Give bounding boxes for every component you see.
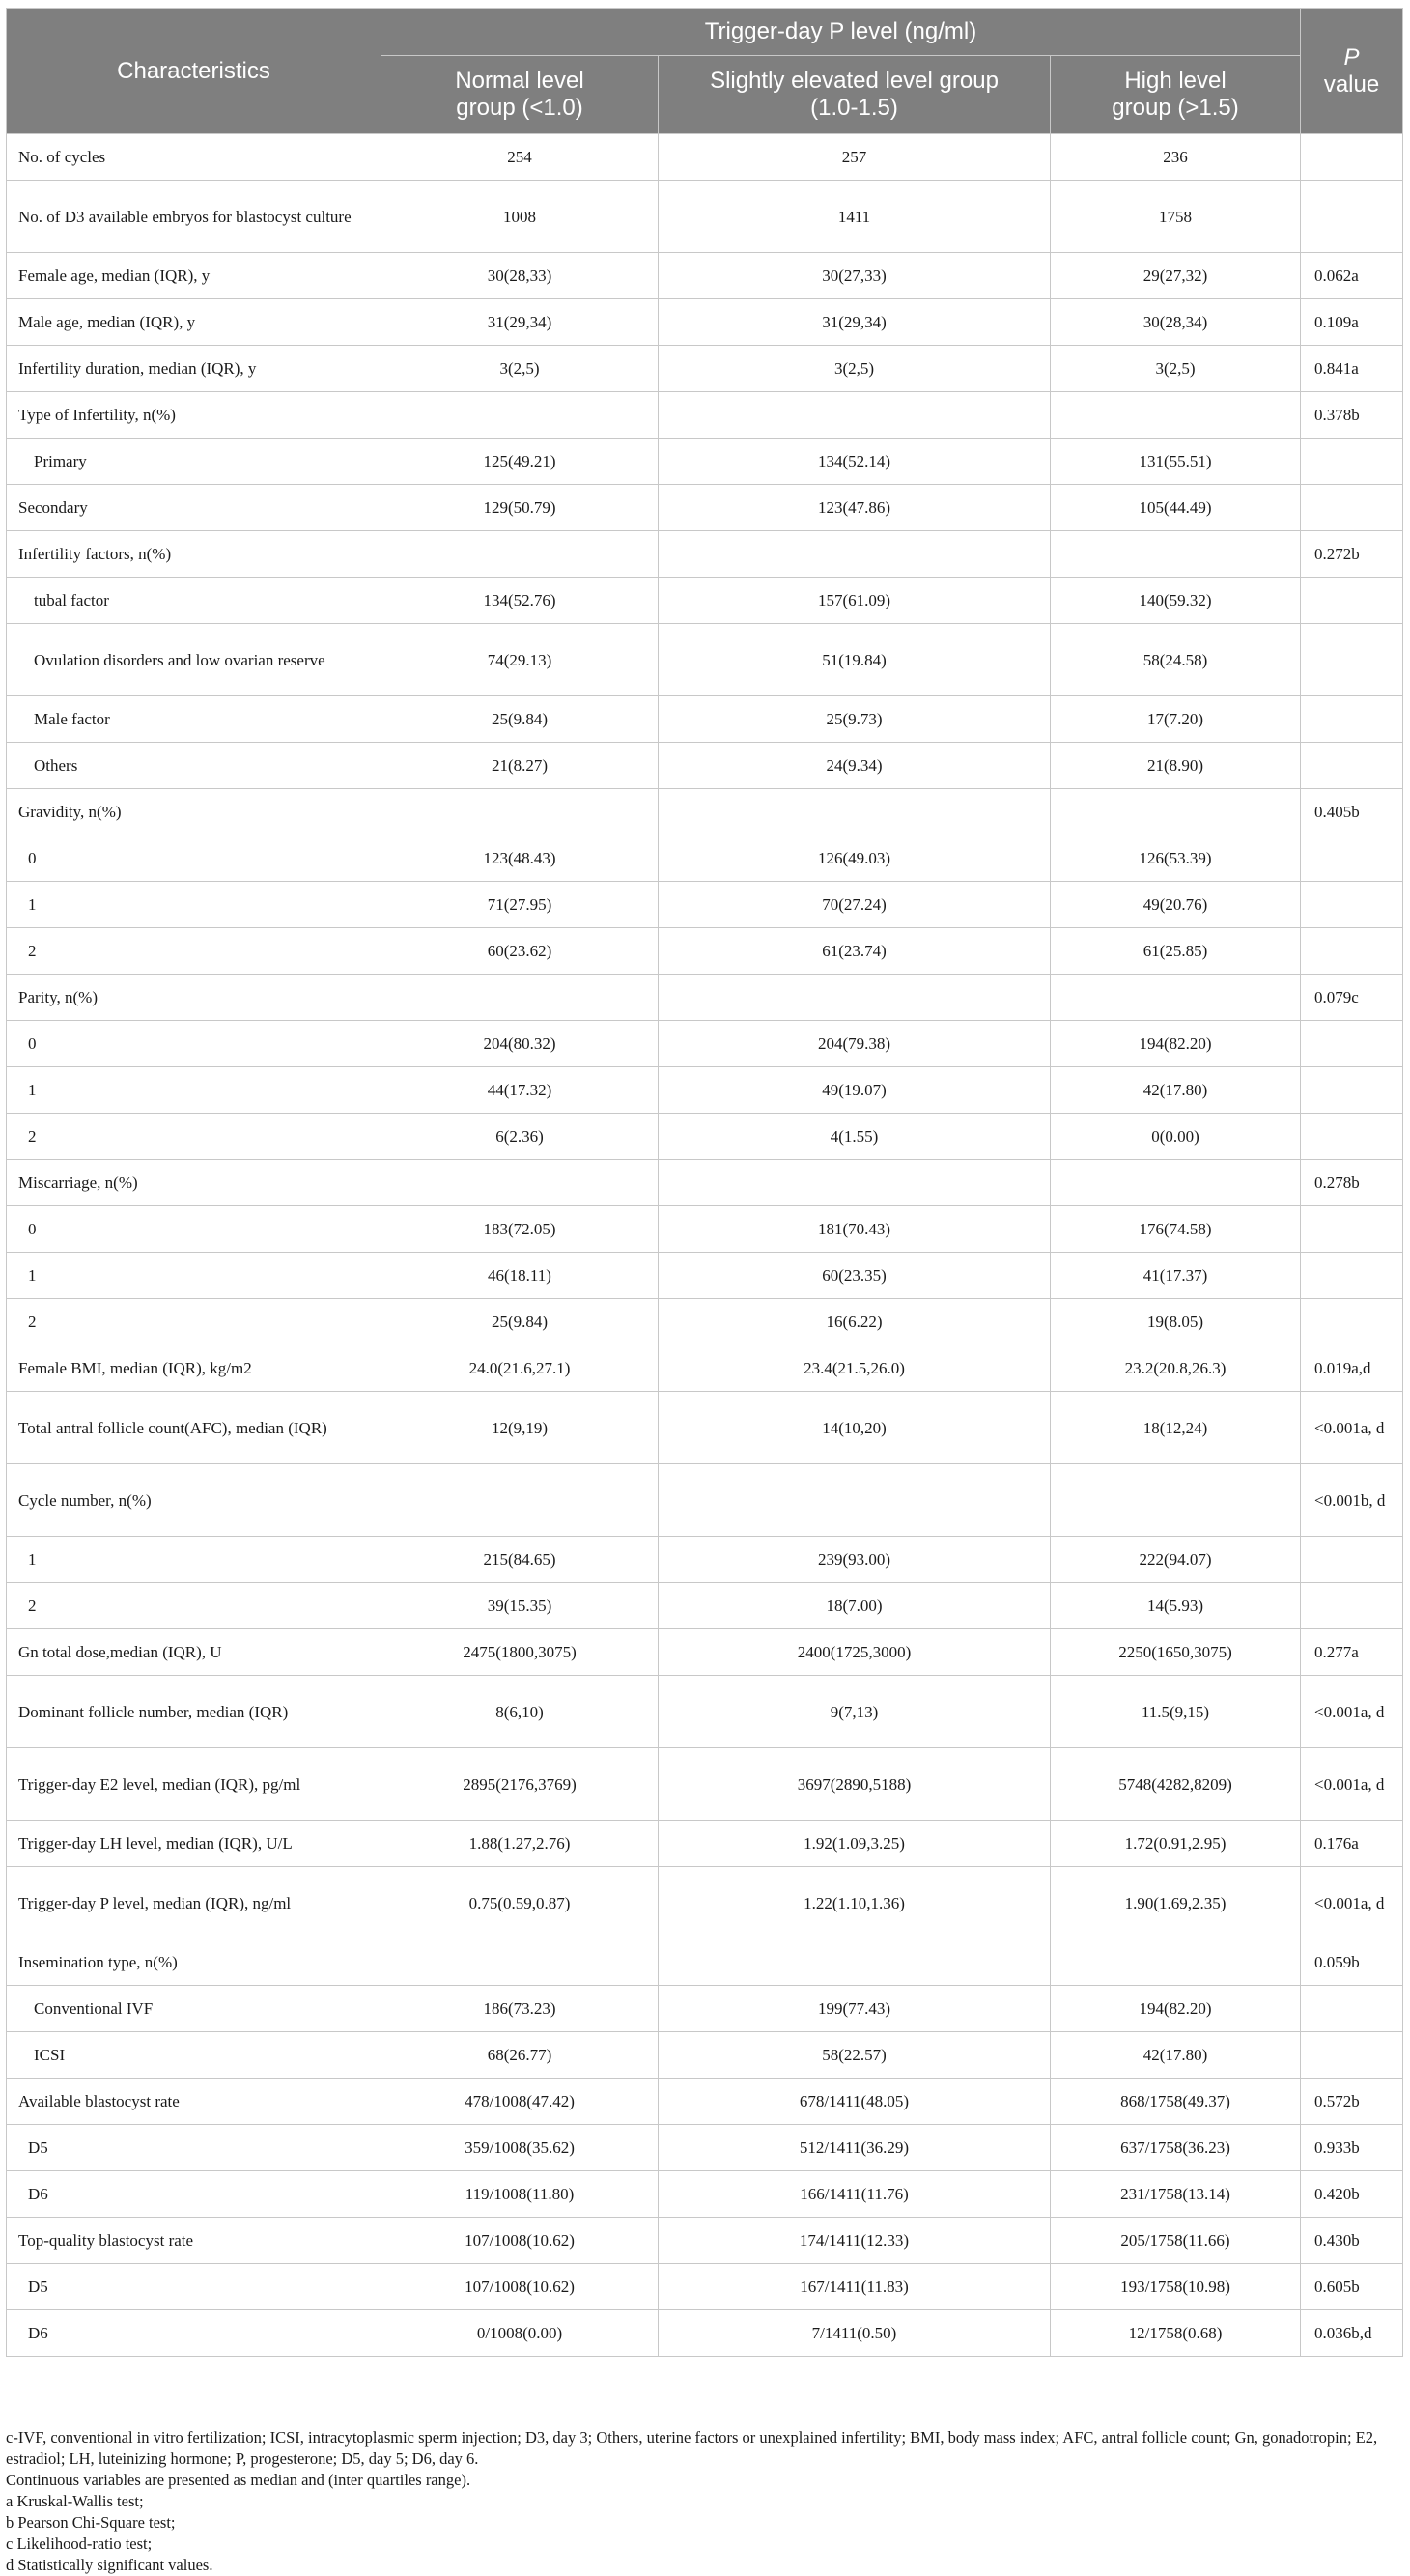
cell-high: 1.72(0.91,2.95) — [1051, 1821, 1301, 1867]
footnote-line: Continuous variables are presented as median and (inter quartiles range). — [6, 2471, 471, 2489]
cell-normal: 25(9.84) — [381, 696, 659, 743]
cell-normal: 3(2,5) — [381, 346, 659, 392]
cell-slightly-elevated: 239(93.00) — [659, 1537, 1051, 1583]
cell-high: 49(20.76) — [1051, 882, 1301, 928]
cell-slightly-elevated: 70(27.24) — [659, 882, 1051, 928]
cell-high — [1051, 392, 1301, 439]
cell-high: 236 — [1051, 134, 1301, 181]
cell-slightly-elevated — [659, 1464, 1051, 1537]
cell-high: 131(55.51) — [1051, 439, 1301, 485]
cell-normal: 6(2.36) — [381, 1114, 659, 1160]
cell-p-value: 0.405b — [1301, 789, 1403, 835]
cell-p-value — [1301, 743, 1403, 789]
table-row — [7, 253, 1403, 299]
cell-p-value: 0.062a — [1301, 253, 1403, 299]
cell-slightly-elevated: 157(61.09) — [659, 578, 1051, 624]
cell-p-value — [1301, 181, 1403, 253]
table-row — [7, 1464, 1403, 1537]
cell-normal — [381, 1160, 659, 1206]
table-row — [7, 1114, 1403, 1160]
table-row — [7, 439, 1403, 485]
table-row — [7, 2171, 1403, 2218]
cell-high: 105(44.49) — [1051, 485, 1301, 531]
cell-high: 194(82.20) — [1051, 1986, 1301, 2032]
cell-normal: 254 — [381, 134, 659, 181]
cell-normal: 183(72.05) — [381, 1206, 659, 1253]
cell-high: 42(17.80) — [1051, 1067, 1301, 1114]
row-label: 1 — [7, 882, 381, 928]
row-label: 2 — [7, 1299, 381, 1345]
table-row — [7, 743, 1403, 789]
cell-slightly-elevated — [659, 531, 1051, 578]
cell-slightly-elevated: 9(7,13) — [659, 1676, 1051, 1748]
cell-high: 5748(4282,8209) — [1051, 1748, 1301, 1821]
cell-p-value — [1301, 1986, 1403, 2032]
cell-high: 194(82.20) — [1051, 1021, 1301, 1067]
cell-high: 222(94.07) — [1051, 1537, 1301, 1583]
cell-p-value — [1301, 1067, 1403, 1114]
cell-p-value: <0.001a, d — [1301, 1676, 1403, 1748]
cell-normal: 359/1008(35.62) — [381, 2125, 659, 2171]
cell-slightly-elevated: 4(1.55) — [659, 1114, 1051, 1160]
cell-slightly-elevated: 257 — [659, 134, 1051, 181]
table-row — [7, 882, 1403, 928]
row-label: D6 — [7, 2310, 381, 2357]
cell-normal: 2895(2176,3769) — [381, 1748, 659, 1821]
cell-slightly-elevated: 51(19.84) — [659, 624, 1051, 696]
table-row — [7, 1021, 1403, 1067]
cell-p-value: <0.001b, d — [1301, 1464, 1403, 1537]
cell-normal: 204(80.32) — [381, 1021, 659, 1067]
cell-p-value — [1301, 928, 1403, 975]
header-group-normal — [381, 56, 659, 134]
cell-normal: 44(17.32) — [381, 1067, 659, 1114]
row-label: Ovulation disorders and low ovarian reserve — [7, 624, 381, 696]
cell-p-value: <0.001a, d — [1301, 1748, 1403, 1821]
table-row — [7, 1583, 1403, 1629]
cell-normal: 119/1008(11.80) — [381, 2171, 659, 2218]
header-group-high-line2: group (>1.5) — [1112, 95, 1239, 121]
row-label: Secondary — [7, 485, 381, 531]
table-row — [7, 392, 1403, 439]
row-label: Gravidity, n(%) — [7, 789, 381, 835]
cell-normal: 74(29.13) — [381, 624, 659, 696]
table-row — [7, 1676, 1403, 1748]
cell-normal: 24.0(21.6,27.1) — [381, 1345, 659, 1392]
header-group-normal-line2: group (<1.0) — [456, 95, 583, 121]
header-characteristics: Characteristics — [7, 9, 381, 134]
cell-slightly-elevated: 60(23.35) — [659, 1253, 1051, 1299]
cell-p-value — [1301, 1253, 1403, 1299]
cell-normal: 2475(1800,3075) — [381, 1629, 659, 1676]
cell-high: 126(53.39) — [1051, 835, 1301, 882]
table-row — [7, 1160, 1403, 1206]
cell-normal: 30(28,33) — [381, 253, 659, 299]
table-header — [7, 9, 1403, 134]
cell-high — [1051, 975, 1301, 1021]
table-row — [7, 1821, 1403, 1867]
table-row — [7, 2218, 1403, 2264]
row-label: Dominant follicle number, median (IQR) — [7, 1676, 381, 1748]
cell-normal: 1008 — [381, 181, 659, 253]
cell-high: 17(7.20) — [1051, 696, 1301, 743]
cell-normal: 1.88(1.27,2.76) — [381, 1821, 659, 1867]
cell-normal — [381, 789, 659, 835]
cell-normal: 186(73.23) — [381, 1986, 659, 2032]
cell-normal: 31(29,34) — [381, 299, 659, 346]
row-label: 1 — [7, 1253, 381, 1299]
cell-slightly-elevated: 23.4(21.5,26.0) — [659, 1345, 1051, 1392]
row-label: 0 — [7, 1206, 381, 1253]
cell-normal: 71(27.95) — [381, 882, 659, 928]
cell-slightly-elevated: 1.92(1.09,3.25) — [659, 1821, 1051, 1867]
cell-p-value: 0.059b — [1301, 1939, 1403, 1986]
cell-p-value — [1301, 1537, 1403, 1583]
cell-slightly-elevated: 126(49.03) — [659, 835, 1051, 882]
cell-high: 637/1758(36.23) — [1051, 2125, 1301, 2171]
cell-normal: 123(48.43) — [381, 835, 659, 882]
header-p-letter: P — [1343, 43, 1360, 71]
cell-slightly-elevated: 58(22.57) — [659, 2032, 1051, 2079]
row-label: 2 — [7, 1583, 381, 1629]
table-row — [7, 2310, 1403, 2357]
cell-p-value — [1301, 1206, 1403, 1253]
footnote-line: d Statistically significant values. — [6, 2556, 213, 2574]
row-label: Gn total dose,median (IQR), U — [7, 1629, 381, 1676]
cell-high — [1051, 1939, 1301, 1986]
cell-p-value — [1301, 1021, 1403, 1067]
row-label: Trigger-day E2 level, median (IQR), pg/ml — [7, 1748, 381, 1821]
row-label: D6 — [7, 2171, 381, 2218]
cell-high: 0(0.00) — [1051, 1114, 1301, 1160]
cell-slightly-elevated — [659, 1939, 1051, 1986]
cell-slightly-elevated: 25(9.73) — [659, 696, 1051, 743]
table-row — [7, 485, 1403, 531]
cell-normal — [381, 1939, 659, 1986]
cell-p-value: 0.272b — [1301, 531, 1403, 578]
cell-p-value — [1301, 624, 1403, 696]
cell-slightly-elevated: 16(6.22) — [659, 1299, 1051, 1345]
cell-high: 14(5.93) — [1051, 1583, 1301, 1629]
cell-p-value — [1301, 1114, 1403, 1160]
cell-p-value — [1301, 835, 1403, 882]
header-p-word: value — [1323, 71, 1380, 98]
cell-slightly-elevated: 2400(1725,3000) — [659, 1629, 1051, 1676]
row-label: Female age, median (IQR), y — [7, 253, 381, 299]
cell-p-value: 0.933b — [1301, 2125, 1403, 2171]
table-row — [7, 1392, 1403, 1464]
cell-slightly-elevated: 1411 — [659, 181, 1051, 253]
row-label: Cycle number, n(%) — [7, 1464, 381, 1537]
row-label: 1 — [7, 1537, 381, 1583]
table-row — [7, 1206, 1403, 1253]
row-label: Total antral follicle count(AFC), median (IQR) — [7, 1392, 381, 1464]
cell-high — [1051, 1464, 1301, 1537]
cell-p-value: 0.572b — [1301, 2079, 1403, 2125]
cell-normal — [381, 975, 659, 1021]
cell-high: 30(28,34) — [1051, 299, 1301, 346]
cell-slightly-elevated: 3(2,5) — [659, 346, 1051, 392]
table-row — [7, 975, 1403, 1021]
cell-slightly-elevated: 31(29,34) — [659, 299, 1051, 346]
cell-normal: 129(50.79) — [381, 485, 659, 531]
row-label: Trigger-day LH level, median (IQR), U/L — [7, 1821, 381, 1867]
row-label: Parity, n(%) — [7, 975, 381, 1021]
cell-normal — [381, 531, 659, 578]
cell-slightly-elevated — [659, 789, 1051, 835]
cell-p-value — [1301, 439, 1403, 485]
row-label: D5 — [7, 2125, 381, 2171]
table-row — [7, 789, 1403, 835]
cell-high — [1051, 1160, 1301, 1206]
footnote-line: c Likelihood-ratio test; — [6, 2534, 153, 2553]
cell-normal: 39(15.35) — [381, 1583, 659, 1629]
cell-p-value — [1301, 134, 1403, 181]
cell-p-value: 0.019a,d — [1301, 1345, 1403, 1392]
table-row — [7, 696, 1403, 743]
cell-normal: 12(9,19) — [381, 1392, 659, 1464]
cell-normal: 0.75(0.59,0.87) — [381, 1867, 659, 1939]
table-row — [7, 2032, 1403, 2079]
row-label: ICSI — [7, 2032, 381, 2079]
cell-slightly-elevated: 199(77.43) — [659, 1986, 1051, 2032]
header-group-title: Trigger-day P level (ng/ml) — [381, 9, 1301, 56]
cell-high: 140(59.32) — [1051, 578, 1301, 624]
cell-normal: 68(26.77) — [381, 2032, 659, 2079]
cell-high: 23.2(20.8,26.3) — [1051, 1345, 1301, 1392]
cell-slightly-elevated: 167/1411(11.83) — [659, 2264, 1051, 2310]
cell-high: 29(27,32) — [1051, 253, 1301, 299]
header-group-normal-line1: Normal level — [455, 68, 584, 94]
cell-p-value — [1301, 882, 1403, 928]
cell-slightly-elevated: 123(47.86) — [659, 485, 1051, 531]
cell-p-value: 0.378b — [1301, 392, 1403, 439]
cell-normal: 107/1008(10.62) — [381, 2218, 659, 2264]
cell-high: 231/1758(13.14) — [1051, 2171, 1301, 2218]
cell-p-value: 0.841a — [1301, 346, 1403, 392]
row-label: Primary — [7, 439, 381, 485]
cell-high: 21(8.90) — [1051, 743, 1301, 789]
cell-normal — [381, 392, 659, 439]
cell-slightly-elevated — [659, 1160, 1051, 1206]
row-label: 1 — [7, 1067, 381, 1114]
table-row — [7, 1299, 1403, 1345]
cell-p-value: 0.079c — [1301, 975, 1403, 1021]
cell-p-value — [1301, 696, 1403, 743]
cell-normal: 478/1008(47.42) — [381, 2079, 659, 2125]
row-label: Top-quality blastocyst rate — [7, 2218, 381, 2264]
cell-slightly-elevated: 3697(2890,5188) — [659, 1748, 1051, 1821]
cell-slightly-elevated: 1.22(1.10,1.36) — [659, 1867, 1051, 1939]
row-label: 2 — [7, 928, 381, 975]
cell-high: 176(74.58) — [1051, 1206, 1301, 1253]
header-group-slightly-elevated-line1: Slightly elevated level group — [710, 68, 999, 94]
cell-normal: 46(18.11) — [381, 1253, 659, 1299]
cell-slightly-elevated: 181(70.43) — [659, 1206, 1051, 1253]
cell-p-value — [1301, 578, 1403, 624]
cell-high: 18(12,24) — [1051, 1392, 1301, 1464]
cell-slightly-elevated: 24(9.34) — [659, 743, 1051, 789]
cell-p-value — [1301, 2032, 1403, 2079]
cell-slightly-elevated: 30(27,33) — [659, 253, 1051, 299]
cell-high: 2250(1650,3075) — [1051, 1629, 1301, 1676]
cell-p-value: 0.278b — [1301, 1160, 1403, 1206]
cell-normal: 107/1008(10.62) — [381, 2264, 659, 2310]
cell-p-value — [1301, 485, 1403, 531]
row-label: Type of Infertility, n(%) — [7, 392, 381, 439]
cell-normal: 0/1008(0.00) — [381, 2310, 659, 2357]
row-label: Male factor — [7, 696, 381, 743]
cell-slightly-elevated: 678/1411(48.05) — [659, 2079, 1051, 2125]
cell-slightly-elevated: 174/1411(12.33) — [659, 2218, 1051, 2264]
cell-normal: 60(23.62) — [381, 928, 659, 975]
row-label: Infertility factors, n(%) — [7, 531, 381, 578]
cell-high: 61(25.85) — [1051, 928, 1301, 975]
cell-p-value: <0.001a, d — [1301, 1867, 1403, 1939]
cell-p-value: 0.277a — [1301, 1629, 1403, 1676]
cell-p-value: <0.001a, d — [1301, 1392, 1403, 1464]
row-label: Available blastocyst rate — [7, 2079, 381, 2125]
cell-high: 58(24.58) — [1051, 624, 1301, 696]
cell-slightly-elevated: 49(19.07) — [659, 1067, 1051, 1114]
table-row — [7, 181, 1403, 253]
table-row — [7, 1345, 1403, 1392]
table-row — [7, 1253, 1403, 1299]
table-row — [7, 1067, 1403, 1114]
cell-slightly-elevated: 134(52.14) — [659, 439, 1051, 485]
cell-p-value: 0.036b,d — [1301, 2310, 1403, 2357]
cell-high: 205/1758(11.66) — [1051, 2218, 1301, 2264]
header-group-slightly-elevated — [659, 56, 1051, 134]
cell-p-value: 0.430b — [1301, 2218, 1403, 2264]
footnote-line: b Pearson Chi-Square test; — [6, 2513, 176, 2532]
cell-high: 41(17.37) — [1051, 1253, 1301, 1299]
cell-normal: 25(9.84) — [381, 1299, 659, 1345]
cell-normal — [381, 1464, 659, 1537]
table-footnotes — [6, 2427, 1402, 2576]
footnote-line: a Kruskal-Wallis test; — [6, 2492, 144, 2510]
cell-high: 1.90(1.69,2.35) — [1051, 1867, 1301, 1939]
cell-p-value: 0.176a — [1301, 1821, 1403, 1867]
table-row — [7, 134, 1403, 181]
table-row — [7, 2125, 1403, 2171]
cell-p-value: 0.109a — [1301, 299, 1403, 346]
header-group-high — [1051, 56, 1301, 134]
cell-high: 1758 — [1051, 181, 1301, 253]
cell-normal: 215(84.65) — [381, 1537, 659, 1583]
cell-slightly-elevated: 18(7.00) — [659, 1583, 1051, 1629]
row-label: No. of cycles — [7, 134, 381, 181]
header-p-value — [1301, 9, 1403, 134]
cell-high: 868/1758(49.37) — [1051, 2079, 1301, 2125]
row-label: Infertility duration, median (IQR), y — [7, 346, 381, 392]
cell-normal: 134(52.76) — [381, 578, 659, 624]
cell-high — [1051, 531, 1301, 578]
table-row — [7, 1748, 1403, 1821]
header-group-slightly-elevated-line2: (1.0-1.5) — [810, 95, 898, 121]
cell-high — [1051, 789, 1301, 835]
cell-high: 19(8.05) — [1051, 1299, 1301, 1345]
table-row — [7, 1986, 1403, 2032]
cell-p-value — [1301, 1299, 1403, 1345]
baseline-characteristics-table — [6, 8, 1403, 2357]
cell-slightly-elevated: 61(23.74) — [659, 928, 1051, 975]
row-label: 0 — [7, 835, 381, 882]
row-label: D5 — [7, 2264, 381, 2310]
cell-slightly-elevated: 204(79.38) — [659, 1021, 1051, 1067]
table-row — [7, 624, 1403, 696]
table-row — [7, 1537, 1403, 1583]
row-label: Conventional IVF — [7, 1986, 381, 2032]
table-row — [7, 1939, 1403, 1986]
row-label: Male age, median (IQR), y — [7, 299, 381, 346]
cell-slightly-elevated: 166/1411(11.76) — [659, 2171, 1051, 2218]
row-label: Trigger-day P level, median (IQR), ng/ml — [7, 1867, 381, 1939]
table-row — [7, 346, 1403, 392]
cell-slightly-elevated: 7/1411(0.50) — [659, 2310, 1051, 2357]
table-row — [7, 1867, 1403, 1939]
header-group-high-line1: High level — [1124, 68, 1227, 94]
footnote-line: c-IVF, conventional in vitro fertilization; ICSI, intracytoplasmic sperm injection; D3, day 3; Others, uterine factors or unexplained infertility; BMI, body mass index; AFC, antral follicle count; Gn, gonadotropin; E2, estradiol; LH, luteinizing hormone; P, progesterone; D5, day 5; D6, day 6. — [6, 2428, 1378, 2468]
cell-slightly-elevated: 512/1411(36.29) — [659, 2125, 1051, 2171]
row-label: 0 — [7, 1021, 381, 1067]
cell-high: 193/1758(10.98) — [1051, 2264, 1301, 2310]
cell-p-value — [1301, 1583, 1403, 1629]
table-row — [7, 578, 1403, 624]
row-label: tubal factor — [7, 578, 381, 624]
cell-normal: 8(6,10) — [381, 1676, 659, 1748]
row-label: Female BMI, median (IQR), kg/m2 — [7, 1345, 381, 1392]
table-body — [7, 134, 1403, 2357]
table-row — [7, 928, 1403, 975]
cell-slightly-elevated: 14(10,20) — [659, 1392, 1051, 1464]
cell-high: 3(2,5) — [1051, 346, 1301, 392]
cell-p-value: 0.605b — [1301, 2264, 1403, 2310]
cell-normal: 125(49.21) — [381, 439, 659, 485]
table-row — [7, 531, 1403, 578]
cell-high: 11.5(9,15) — [1051, 1676, 1301, 1748]
table-row — [7, 1629, 1403, 1676]
cell-slightly-elevated — [659, 392, 1051, 439]
row-label: Insemination type, n(%) — [7, 1939, 381, 1986]
cell-p-value: 0.420b — [1301, 2171, 1403, 2218]
row-label: Others — [7, 743, 381, 789]
cell-normal: 21(8.27) — [381, 743, 659, 789]
table-row — [7, 2079, 1403, 2125]
cell-slightly-elevated — [659, 975, 1051, 1021]
table-row — [7, 2264, 1403, 2310]
row-label: Miscarriage, n(%) — [7, 1160, 381, 1206]
row-label: 2 — [7, 1114, 381, 1160]
table-row — [7, 835, 1403, 882]
cell-high: 42(17.80) — [1051, 2032, 1301, 2079]
row-label: No. of D3 available embryos for blastocyst culture — [7, 181, 381, 253]
cell-high: 12/1758(0.68) — [1051, 2310, 1301, 2357]
table-row — [7, 299, 1403, 346]
